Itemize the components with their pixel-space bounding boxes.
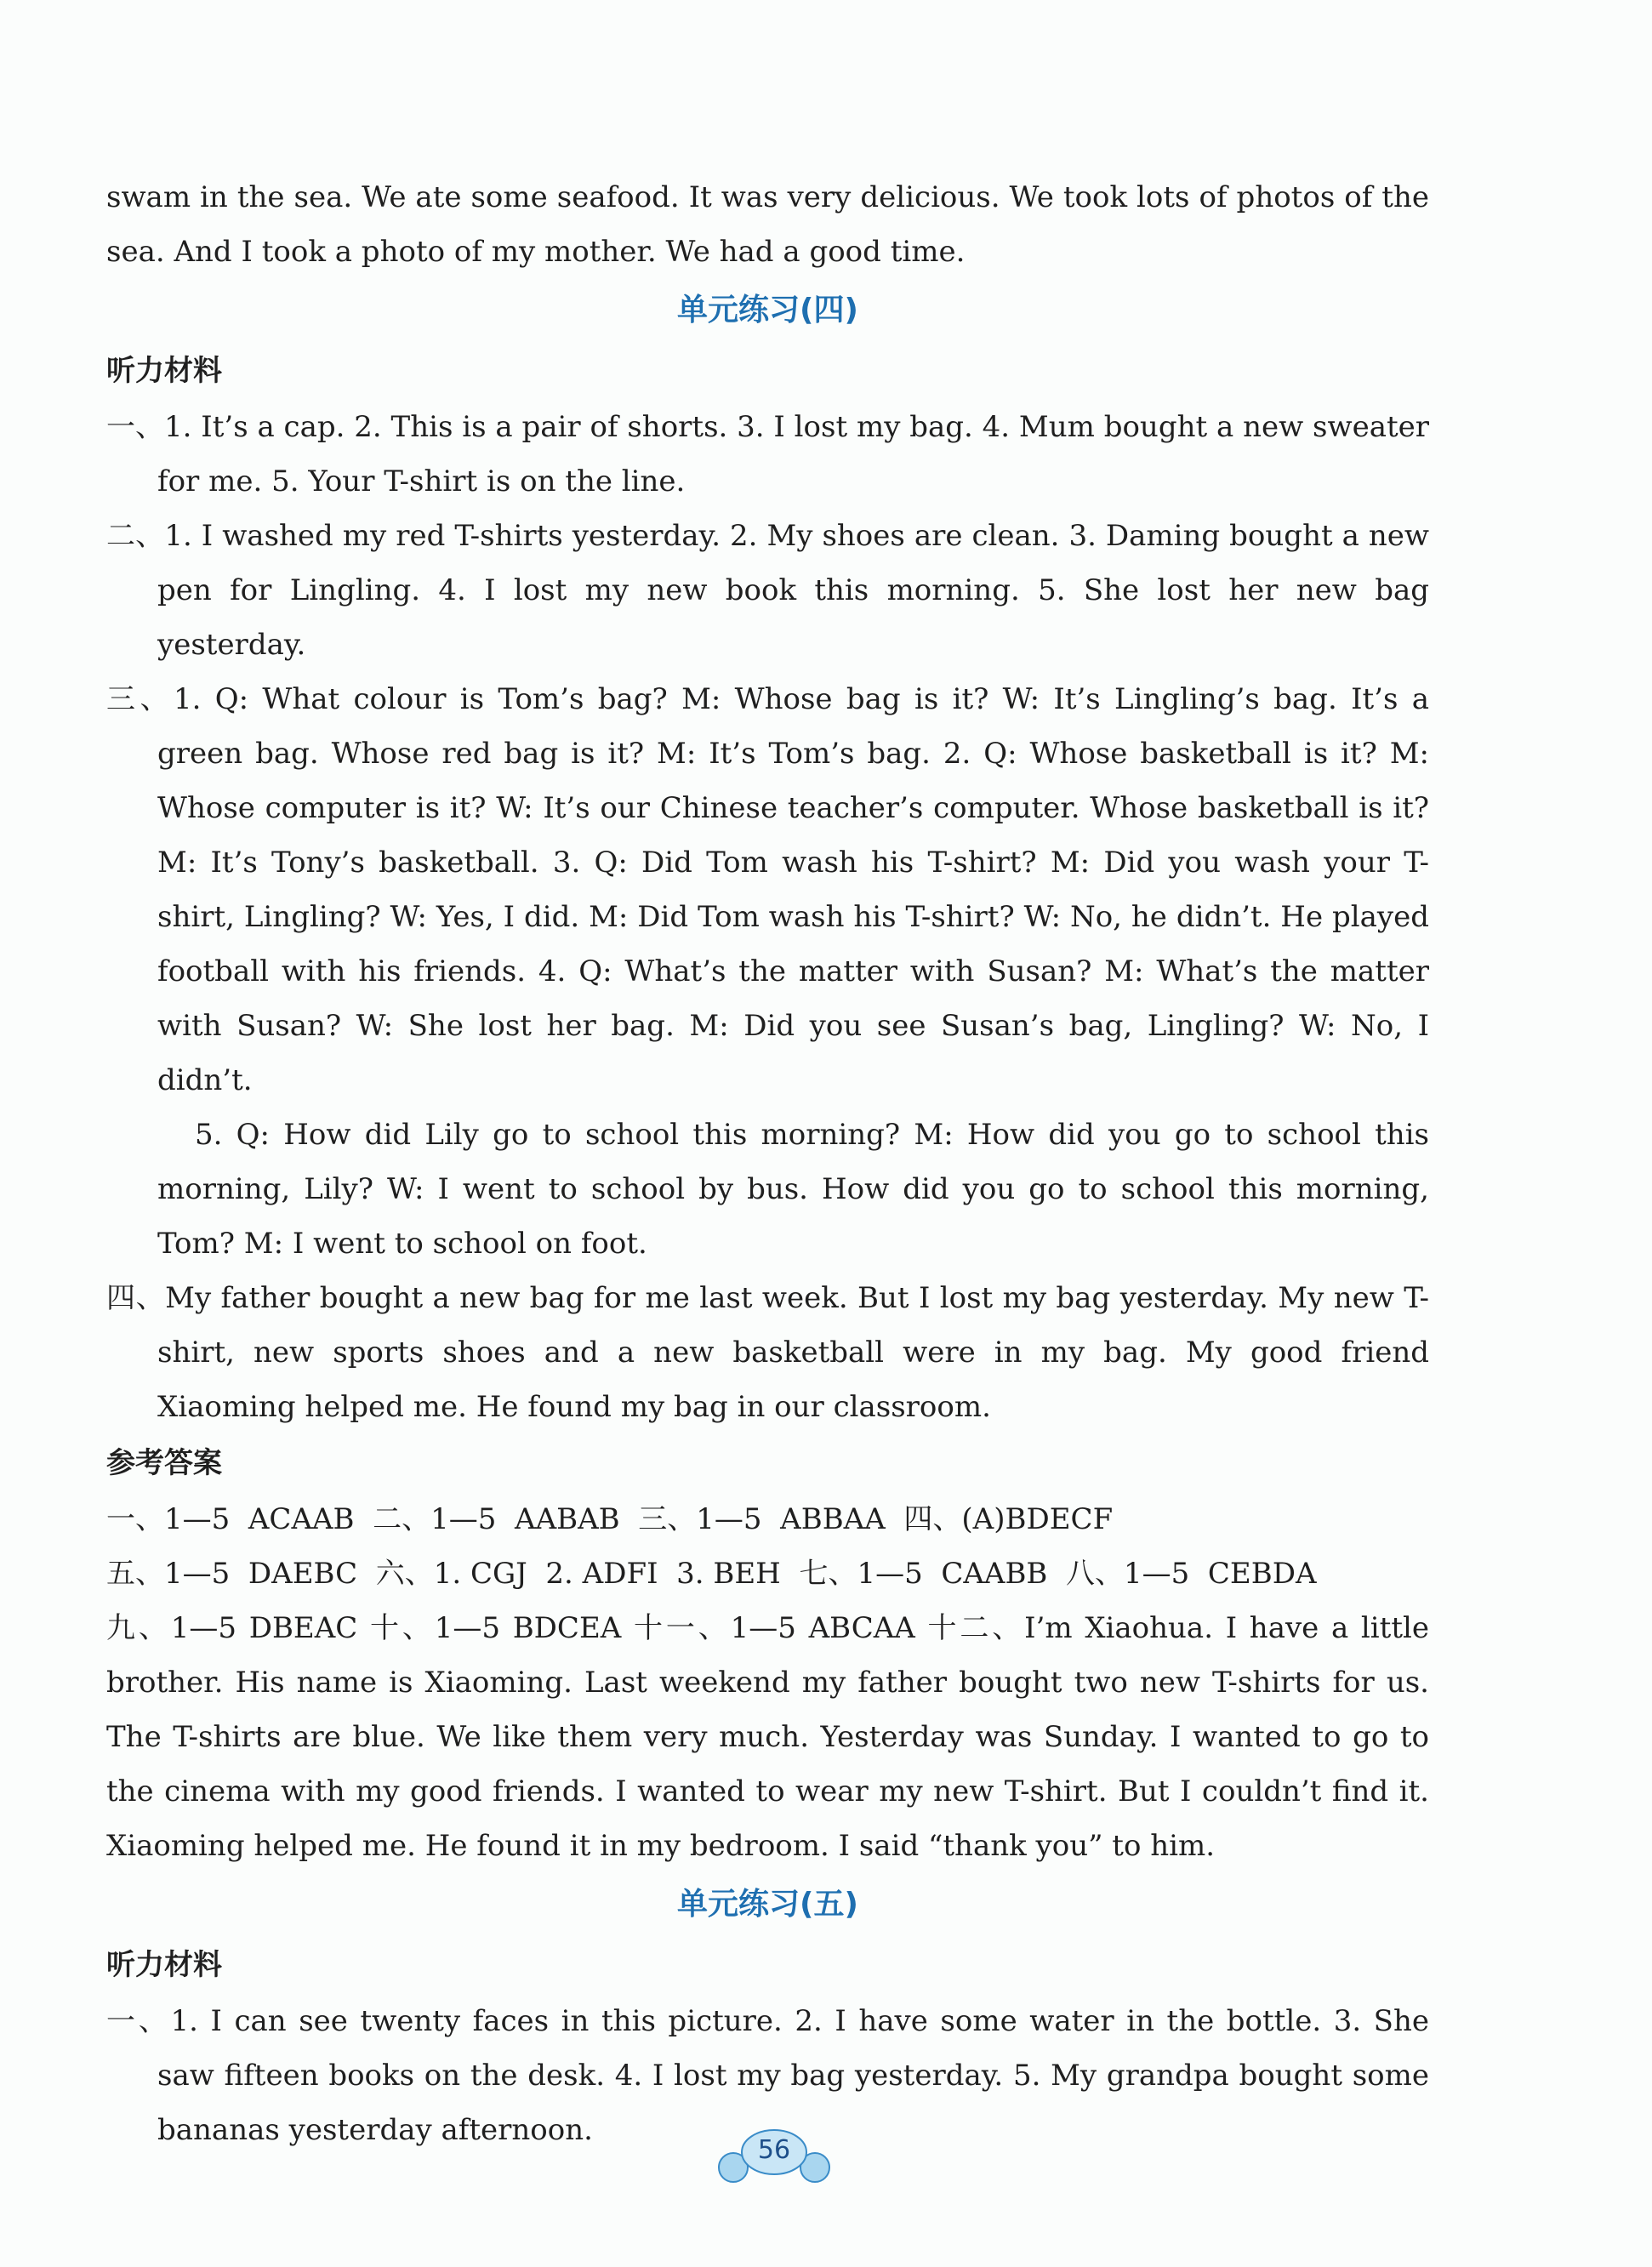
page-number: 56	[757, 2135, 791, 2165]
unit4-listening-heading: 听力材料	[106, 354, 222, 388]
unit4-listening-q3: 三、1. Q: What colour is Tom’s bag? M: Whose bag is it? W: It’s Lingling’s bag. It’s a green bag. Whose red bag is it? M: It’s Tom’s bag. 2. Q: Whose basketball is it? M: Whose computer is it? W: It’s our Chinese teacher’s computer. Whose basketball is it? M: It’s Tony’s basketball. 3. Q: Did Tom wash his T-shirt? M: Did you wash your T-shirt, Lingling? W: Yes, I did. M: Did Tom wash his T-shirt? W: No, he didn’t. He played football with his friends. 4. Q: What’s the matter with Susan? M: What’s the matter with Susan? W: She lost her bag. M: Did you see Susan’s bag, Lingling? W: No, I didn’t.	[106, 682, 1429, 1097]
unit4-listening-q3-part5: 5. Q: How did Lily go to school this morning? M: How did you go to school this morning, Lily? W: I went to school by bus. How did you go to school this morning, Tom? M: I went to school on foot.	[157, 1118, 1429, 1261]
unit4-answers-heading: 参考答案	[106, 1446, 222, 1480]
unit5-listening-heading: 听力材料	[106, 1948, 222, 1982]
unit4-answers-line3: 九、1—5 DBEAC 十、1—5 BDCEA 十一、1—5 ABCAA 十二、I’m Xiaohua. I have a little brother. His name is Xiaoming. Last weekend my father bought two new T-shirts for us. The T-shirts are blue. We like them very much. Yesterday was Sunday. I wanted to go to the cinema with my good friends. I wanted to wear my new T-shirt. But I couldn’t find it. Xiaoming helped me. He found it in my bedroom. I said “thank you” to him.	[106, 1611, 1429, 1863]
unit4-listening-q1: 一、1. It’s a cap. 2. This is a pair of shorts. 3. I lost my bag. 4. Mum bought a new sweater for me. 5. Your T-shirt is on the line.	[106, 410, 1429, 498]
unit5-listening-q1: 一、1. I can see twenty faces in this picture. 2. I have some water in the bottle. 3. She saw fifteen books on the desk. 4. I lost my bag yesterday. 5. My grandpa bought some bananas yesterday afternoon.	[106, 2004, 1429, 2147]
unit4-listening-q2: 二、1. I washed my red T-shirts yesterday. 2. My shoes are clean. 3. Daming bought a new pen for Lingling. 4. I lost my new book this morning. 5. She lost her new bag yesterday.	[106, 519, 1429, 662]
unit5-title: 单元练习(五)	[677, 1887, 858, 1922]
unit4-answers-line1: 一、1—5 ACAAB 二、1—5 AABAB 三、1—5 ABBAA 四、(A)BDECF	[106, 1502, 1114, 1536]
unit4-listening-q4: 四、My father bought a new bag for me last week. But I lost my bag yesterday. My new T-shirt, new sports shoes and a new basketball were in my bag. My good friend Xiaoming helped me. He found my bag in our classroom.	[106, 1281, 1429, 1424]
unit4-answers-line2: 五、1—5 DAEBC 六、1. CGJ 2. ADFI 3. BEH 七、1—5 CAABB 八、1—5 CEBDA	[106, 1557, 1317, 1591]
unit4-title: 单元练习(四)	[677, 293, 858, 328]
page-content	[106, 170, 1429, 2157]
intro-paragraph: swam in the sea. We ate some seafood. It was very delicious. We took lots of photos of the sea. And I took a photo of my mother. We had a good time.	[106, 180, 1429, 269]
page-number-badge	[715, 2127, 834, 2186]
